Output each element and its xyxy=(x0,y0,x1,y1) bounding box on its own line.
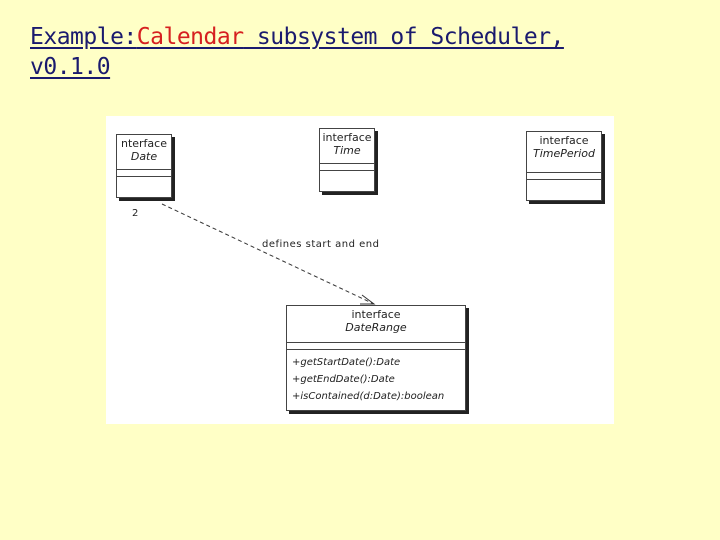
class-date-name: Date xyxy=(130,150,158,163)
class-time-stereotype: interface xyxy=(322,131,372,144)
title-prefix: Example: xyxy=(30,24,137,50)
association-label: defines start and end xyxy=(262,239,380,250)
title-highlight: Calendar xyxy=(136,24,244,50)
class-timeperiod-stereotype: interface xyxy=(539,134,589,147)
operation-is-contained: +isContained(d:Date):boolean xyxy=(292,391,445,402)
class-time-attributes xyxy=(320,163,374,170)
uml-diagram xyxy=(106,116,614,424)
class-daterange-stereotype: interface xyxy=(351,308,401,321)
operation-get-start-date: +getStartDate():Date xyxy=(292,357,401,368)
class-date-attributes xyxy=(117,169,171,176)
association-line xyxy=(162,204,374,304)
class-daterange-name: DateRange xyxy=(345,321,407,334)
title-rest: subsystem of Scheduler, v0.1.0 xyxy=(30,24,564,80)
class-time-name: Time xyxy=(333,144,361,157)
association-multiplicity: 2 xyxy=(132,208,139,219)
class-daterange-attributes xyxy=(287,342,465,349)
class-timeperiod[interactable] xyxy=(526,131,602,201)
slide-title xyxy=(30,22,650,82)
operation-get-end-date: +getEndDate():Date xyxy=(292,374,395,385)
class-date[interactable] xyxy=(116,134,172,198)
class-date-operations xyxy=(117,176,171,197)
class-daterange-operations xyxy=(287,349,465,405)
class-timeperiod-attributes xyxy=(527,172,601,179)
class-timeperiod-operations xyxy=(527,179,601,200)
class-daterange[interactable] xyxy=(286,305,466,411)
class-time-operations xyxy=(320,170,374,191)
arrow-head-icon xyxy=(360,295,374,304)
class-timeperiod-name: TimePeriod xyxy=(533,147,595,160)
class-date-stereotype: nterface xyxy=(120,137,167,150)
class-time[interactable] xyxy=(319,128,375,192)
